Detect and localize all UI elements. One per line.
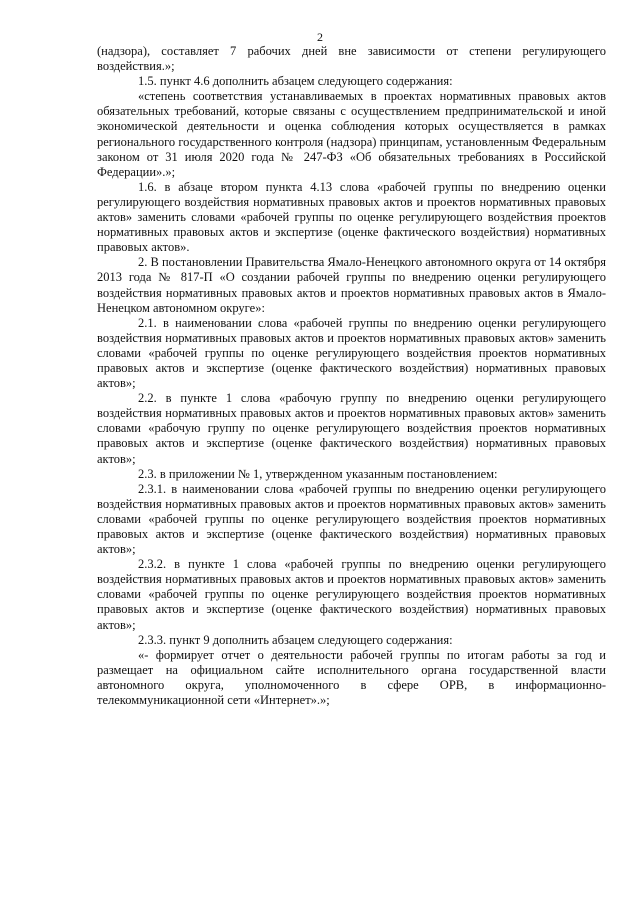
paragraph-2-1: 2.1. в наименовании слова «рабочей группы по внедрению оценки регулирующего воздействия нормативных правовых актов и проектов нормативных правовых актов» заменить словами «рабочей группы по оценке регулирующего воздействия проектов нормативных правовых актов и экспертизе (оценке фактического воздействия) нормативных правовых актов»;: [97, 315, 606, 391]
paragraph-2: 2. В постановлении Правительства Ямало-Ненецкого автономного округа от 14 октября 2013 года № 817-П «О создании рабочей группы по внедрению оценки регулирующего воздействия нормативных правовых актов и проектов нормативных правовых актов в Ямало-Ненецком автономном округе»:: [97, 255, 606, 315]
paragraph-1-5: 1.5. пункт 4.6 дополнить абзацем следующего содержания:: [138, 74, 453, 89]
paragraph-2-3-3: 2.3.3. пункт 9 дополнить абзацем следующего содержания:: [138, 632, 453, 647]
paragraph-2-3: 2.3. в приложении № 1, утвержденном указанным постановлением:: [138, 466, 498, 481]
paragraph-1-6: 1.6. в абзаце втором пункта 4.13 слова «рабочей группы по внедрению оценки регулирующего воздействия нормативных правовых актов и проектов нормативных правовых актов» заменить словами «рабочей группы по оценке регулирующего воздействия проектов нормативных правовых актов и экспертизе (оценке фактического воздействия) нормативных правовых актов».: [97, 179, 606, 255]
paragraph-2-3-2: 2.3.2. в пункте 1 слова «рабочей группы по внедрению оценки регулирующего воздействия нормативных правовых актов и проектов нормативных правовых актов» заменить словами «рабочей группы по оценке регулирующего воздействия проектов нормативных правовых актов и экспертизе (оценке фактического воздействия) нормативных правовых актов»;: [97, 557, 606, 632]
paragraph-continuation: (надзора), составляет 7 рабочих дней вне зависимости от степени регулирующего воздействия.»;: [97, 44, 606, 74]
document-body: [97, 44, 606, 708]
page-number: 2: [317, 30, 323, 44]
paragraph-2-3-3-quote: «- формирует отчет о деятельности рабочей группы по итогам работы за год и размещает на официальном сайте исполнительного органа государственной власти автономного округа, уполномоченного в сфере ОРВ, в информационно-телекоммуникационной сети «Интернет».»;: [97, 647, 606, 708]
paragraph-1-5-quote: «степень соответствия устанавливаемых в проектах нормативных правовых актов обязательных требований, которые связаны с осуществлением предпринимательской и иной экономической деятельности и оценка соблюдения которых осуществляется в рамках регионального государственного контроля (надзора) принципам, установленным Федеральным законом от 31 июля 2020 года № 247-ФЗ «Об обязательных требованиях в Российской Федерации».»;: [97, 89, 606, 179]
paragraph-2-3-1: 2.3.1. в наименовании слова «рабочей группы по внедрению оценки регулирующего воздействия нормативных правовых актов и проектов нормативных правовых актов» заменить словами «рабочей группы по оценке регулирующего воздействия проектов нормативных правовых актов и экспертизе (оценке фактического воздействия) нормативных правовых актов»;: [97, 481, 606, 557]
paragraph-2-2: 2.2. в пункте 1 слова «рабочую группу по внедрению оценки регулирующего воздействия нормативных правовых актов и проектов нормативных правовых актов» заменить словами «рабочую группу по оценке регулирующего воздействия проектов нормативных правовых актов и экспертизе (оценке фактического воздействия) нормативных правовых актов»;: [97, 391, 606, 466]
